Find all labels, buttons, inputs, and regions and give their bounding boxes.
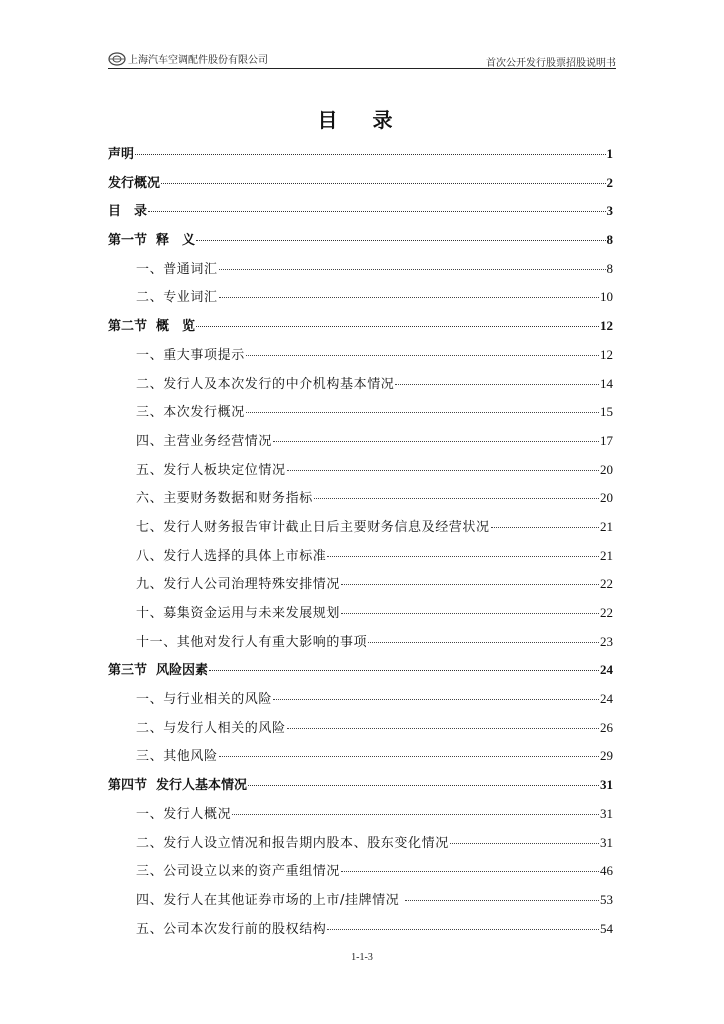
toc-leader-dots	[327, 548, 599, 557]
toc-entry-page: 10	[600, 289, 613, 305]
toc-entry[interactable]	[108, 829, 613, 858]
toc-entry[interactable]	[108, 570, 613, 599]
toc-leader-dots	[273, 691, 599, 700]
toc-entry-page: 54	[600, 920, 613, 936]
toc-entry-page: 8	[606, 232, 613, 248]
toc-leader-dots	[405, 892, 599, 901]
toc-entry-label: 二、与发行人相关的风险	[136, 720, 286, 736]
toc-entry-page: 14	[600, 375, 613, 391]
toc-entry[interactable]	[108, 312, 613, 341]
toc-entry[interactable]	[108, 886, 613, 915]
toc-entry[interactable]	[108, 771, 613, 800]
toc-leader-dots	[341, 605, 599, 614]
toc-entry-page: 12	[600, 318, 613, 334]
toc-entry-page: 17	[600, 432, 613, 448]
toc-entry-label: 十、募集资金运用与未来发展规划	[136, 606, 341, 621]
toc-entry-label: 三、其他风险	[136, 749, 218, 765]
toc-entry-page: 23	[600, 633, 613, 649]
toc-entry[interactable]	[108, 915, 613, 944]
toc-entry[interactable]	[108, 656, 613, 685]
toc-entry-label: 第三节 风险因素	[108, 663, 209, 679]
toc-entry-page: 15	[600, 404, 613, 420]
toc-entry-page: 22	[600, 605, 613, 620]
toc-entry-label: 四、主营业务经营情况	[136, 433, 273, 449]
toc-entry[interactable]	[108, 370, 613, 399]
toc-leader-dots	[196, 318, 599, 327]
toc-entry-page: 31	[600, 834, 613, 850]
toc-entry-label: 一、与行业相关的风险	[136, 692, 273, 708]
toc-entry-label: 声明	[108, 147, 135, 162]
toc-entry-label: 第一节 释 义	[108, 233, 196, 249]
toc-leader-dots	[246, 404, 599, 413]
toc-entry[interactable]	[108, 800, 613, 829]
toc-entry[interactable]	[108, 857, 613, 886]
toc-entry[interactable]	[108, 542, 613, 571]
toc-leader-dots	[219, 289, 599, 298]
toc-entry-label: 三、本次发行概况	[136, 405, 245, 421]
header-left	[108, 51, 268, 66]
toc-entry-label: 一、重大事项提示	[136, 347, 245, 363]
toc-entry-page: 24	[600, 691, 613, 707]
toc-entry-page: 46	[600, 863, 613, 879]
toc-entry[interactable]	[108, 398, 613, 427]
toc-leader-dots	[135, 146, 605, 155]
toc-entry-page: 21	[600, 518, 613, 534]
header-company-name: 上海汽车空调配件股份有限公司	[128, 55, 268, 66]
toc-entry-page: 1	[606, 146, 613, 161]
toc-entry-label: 四、发行人在其他证券市场的上市/挂牌情况	[136, 892, 405, 908]
toc-entry[interactable]	[108, 742, 613, 771]
toc-entry-label: 二、发行人及本次发行的中介机构基本情况	[136, 376, 395, 392]
toc-entry[interactable]	[108, 628, 613, 657]
toc-entry-page: 29	[600, 748, 613, 764]
toc-entry[interactable]	[108, 140, 613, 169]
toc-entry-page: 21	[600, 547, 613, 563]
toc-leader-dots	[248, 777, 599, 786]
toc-entry-label: 一、发行人概况	[136, 806, 232, 822]
toc-entry[interactable]	[108, 341, 613, 370]
toc-entry[interactable]	[108, 255, 613, 284]
toc-entry-label: 八、发行人选择的具体上市标准	[136, 548, 327, 564]
toc-entry[interactable]	[108, 283, 613, 312]
toc-entry-label: 二、专业词汇	[136, 290, 218, 306]
toc-entry[interactable]	[108, 169, 613, 198]
toc-entry-label: 一、普通词汇	[136, 261, 218, 277]
toc-entry-label: 五、公司本次发行前的股权结构	[136, 921, 327, 937]
toc-entry-label: 二、发行人设立情况和报告期内股本、股东变化情况	[136, 835, 449, 851]
page-number: 1-1-3	[351, 952, 373, 963]
toc-entry-label: 三、公司设立以来的资产重组情况	[136, 864, 341, 880]
toc-entry-label: 第二节 概 览	[108, 319, 196, 335]
toc-leader-dots	[314, 490, 599, 499]
toc-entry-label: 五、发行人板块定位情况	[136, 462, 286, 478]
toc-leader-dots	[341, 863, 599, 872]
toc-leader-dots	[219, 261, 606, 270]
toc-entry[interactable]	[108, 197, 613, 226]
toc-entry-page: 20	[600, 490, 613, 506]
toc-entry-label: 十一、其他对发行人有重大影响的事项	[136, 634, 368, 650]
toc-entry-page: 3	[606, 203, 613, 219]
toc-entry-label: 九、发行人公司治理特殊安排情况	[136, 577, 341, 593]
toc-leader-dots	[273, 433, 599, 442]
toc-leader-dots	[287, 720, 599, 729]
toc-entry-page: 31	[600, 805, 613, 821]
toc-leader-dots	[287, 462, 599, 471]
toc-entry-page: 22	[600, 576, 613, 592]
toc-leader-dots	[491, 519, 599, 528]
toc-leader-dots	[209, 662, 599, 671]
toc-entry-label: 七、发行人财务报告审计截止日后主要财务信息及经营状况	[136, 519, 490, 535]
toc-entry-page: 2	[606, 174, 613, 190]
toc-leader-dots	[368, 634, 599, 643]
toc-leader-dots	[246, 347, 599, 356]
page-header	[108, 48, 616, 69]
toc-entry-page: 12	[600, 346, 613, 362]
toc-entry-page: 24	[600, 662, 613, 678]
header-document-title: 首次公开发行股票招股说明书	[486, 58, 616, 69]
toc-entry-label: 发行概况	[108, 175, 161, 191]
toc-leader-dots	[450, 835, 599, 844]
toc-leader-dots	[219, 748, 599, 757]
toc-entry[interactable]	[108, 599, 613, 628]
toc-entry-page: 20	[600, 461, 613, 477]
toc-entry-label: 目 录	[108, 204, 148, 220]
toc-entry[interactable]	[108, 226, 613, 255]
toc-entry-page: 8	[606, 260, 613, 276]
toc-leader-dots	[232, 806, 599, 815]
toc-entry[interactable]	[108, 714, 613, 743]
toc-entry[interactable]	[108, 685, 613, 714]
toc-entry[interactable]	[108, 456, 613, 485]
toc-entry[interactable]	[108, 513, 613, 542]
table-of-contents	[108, 140, 613, 943]
toc-leader-dots	[148, 203, 605, 212]
toc-leader-dots	[395, 376, 599, 385]
company-logo-icon	[108, 52, 126, 66]
toc-leader-dots	[196, 232, 605, 241]
toc-entry-page: 53	[600, 891, 613, 907]
toc-entry-label: 第四节 发行人基本情况	[108, 778, 248, 794]
toc-entry-page: 31	[600, 777, 613, 793]
toc-leader-dots	[161, 175, 605, 184]
page-title: 目 录	[317, 108, 407, 132]
toc-leader-dots	[327, 921, 599, 930]
toc-entry[interactable]	[108, 484, 613, 513]
toc-entry[interactable]	[108, 427, 613, 456]
toc-entry-label: 六、主要财务数据和财务指标	[136, 491, 313, 507]
toc-entry-page: 26	[600, 719, 613, 735]
toc-leader-dots	[341, 576, 599, 585]
